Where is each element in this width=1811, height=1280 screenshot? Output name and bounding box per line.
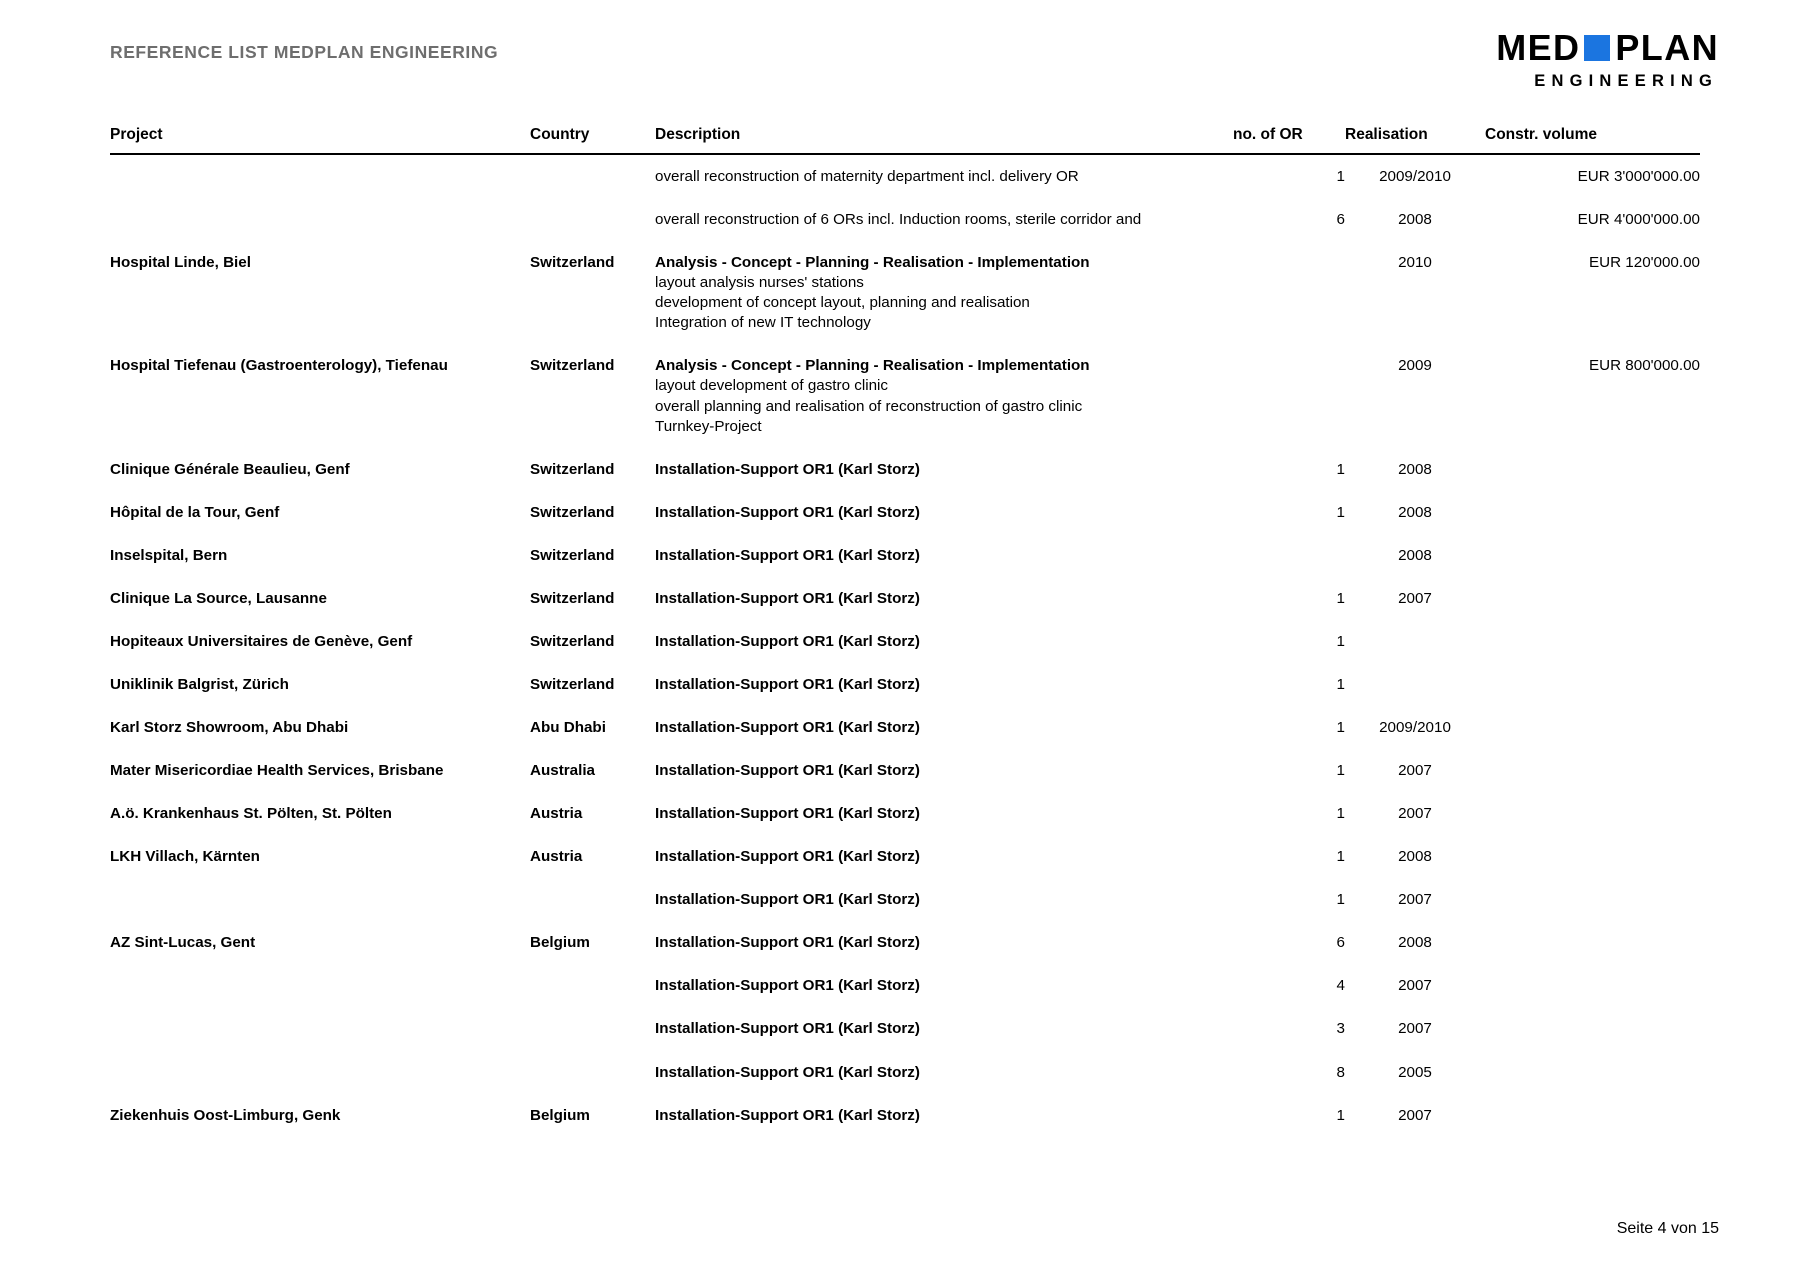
cell-realisation: 2007 <box>1398 1106 1432 1124</box>
table-row <box>110 964 1700 1007</box>
cell-constr-volume: EUR 120'000.00 <box>1589 254 1700 272</box>
cell-realisation <box>1345 663 1485 706</box>
cell-country: Australia <box>530 762 595 780</box>
cell-project <box>110 1051 530 1094</box>
cell-country <box>530 878 655 921</box>
table-row <box>110 1094 1700 1137</box>
description-title: Installation-Support OR1 (Karl Storz) <box>655 1020 920 1038</box>
table-header-row <box>110 126 1700 154</box>
cell-constr-volume <box>1485 1051 1700 1094</box>
cell-no-of-or: 1 <box>1336 1106 1345 1124</box>
cell-realisation: 2007 <box>1398 589 1432 607</box>
cell-realisation <box>1345 620 1485 663</box>
table-row <box>110 241 1700 344</box>
description-title: Installation-Support OR1 (Karl Storz) <box>655 546 920 564</box>
description-title: Installation-Support OR1 (Karl Storz) <box>655 891 920 909</box>
cell-no-of-or: 1 <box>1336 632 1345 650</box>
cell-constr-volume <box>1485 878 1700 921</box>
cell-constr-volume <box>1485 706 1700 749</box>
cell-description <box>655 1094 1233 1137</box>
cell-country <box>530 154 655 198</box>
cell-description <box>655 620 1233 663</box>
cell-project <box>110 1007 530 1050</box>
table-row <box>110 921 1700 964</box>
cell-no-of-or: 1 <box>1336 762 1345 780</box>
table-row <box>110 835 1700 878</box>
description-title: Installation-Support OR1 (Karl Storz) <box>655 719 920 736</box>
description-line: overall planning and realisation of reconstruction of gastro clinic <box>655 397 1083 415</box>
table-row <box>110 448 1700 491</box>
cell-no-of-or: 6 <box>1336 211 1345 229</box>
cell-country: Switzerland <box>530 632 615 650</box>
cell-project: Ziekenhuis Oost-Limburg, Genk <box>110 1106 341 1124</box>
cell-realisation: 2009/2010 <box>1379 168 1451 185</box>
cell-realisation: 2008 <box>1398 211 1432 229</box>
cell-country: Switzerland <box>530 675 615 693</box>
cell-no-of-or: 4 <box>1336 977 1345 995</box>
table-row <box>110 1007 1700 1050</box>
logo-subtitle: ENGINEERING <box>1534 72 1718 90</box>
cell-realisation: 2007 <box>1398 891 1432 909</box>
cell-country: Switzerland <box>530 503 615 521</box>
description-title: Installation-Support OR1 (Karl Storz) <box>655 934 920 952</box>
cell-project: Clinique Générale Beaulieu, Genf <box>110 460 350 478</box>
cell-country <box>530 1051 655 1094</box>
cell-description <box>655 154 1233 198</box>
cell-country <box>530 1007 655 1050</box>
cell-country: Switzerland <box>530 254 615 272</box>
description-line: layout development of gastro clinic <box>655 377 889 395</box>
cell-description <box>655 878 1233 921</box>
table-row <box>110 344 1700 447</box>
cell-project: Hospital Linde, Biel <box>110 254 251 272</box>
cell-project: Hopiteaux Universitaires de Genève, Genf <box>110 632 413 650</box>
cell-description <box>655 964 1233 1007</box>
medplan-logo <box>1496 27 1719 91</box>
cell-no-of-or: 1 <box>1336 891 1345 909</box>
description-title: Installation-Support OR1 (Karl Storz) <box>655 762 920 780</box>
cell-realisation: 2008 <box>1398 848 1432 866</box>
column-header-realisation: Realisation <box>1345 126 1485 154</box>
cell-no-of-or: 1 <box>1336 675 1345 693</box>
description-title: Installation-Support OR1 (Karl Storz) <box>655 848 920 866</box>
cell-description <box>655 749 1233 792</box>
cell-realisation: 2007 <box>1398 977 1432 995</box>
cell-no-of-or: 1 <box>1336 503 1345 521</box>
cell-description <box>655 241 1233 344</box>
cell-country <box>530 964 655 1007</box>
cell-realisation: 2007 <box>1398 762 1432 780</box>
cell-description <box>655 706 1233 749</box>
cell-project <box>110 198 530 241</box>
cell-project <box>110 878 530 921</box>
cell-constr-volume <box>1485 448 1700 491</box>
cell-description <box>655 534 1233 577</box>
description-title: Installation-Support OR1 (Karl Storz) <box>655 977 920 995</box>
cell-no-of-or: 1 <box>1336 848 1345 866</box>
cell-description <box>655 448 1233 491</box>
cell-realisation: 2008 <box>1398 503 1432 521</box>
cell-project: Uniklinik Balgrist, Zürich <box>110 675 289 693</box>
description-title: Installation-Support OR1 (Karl Storz) <box>655 675 920 693</box>
description-title: Installation-Support OR1 (Karl Storz) <box>655 1106 920 1124</box>
description-line: overall reconstruction of maternity department incl. delivery OR <box>655 168 1079 185</box>
cell-project: Karl Storz Showroom, Abu Dhabi <box>110 719 349 736</box>
cell-no-of-or <box>1233 344 1345 447</box>
logo-word-plan: PLAN <box>1615 27 1719 68</box>
cell-constr-volume <box>1485 1007 1700 1050</box>
cell-country: Abu Dhabi <box>530 719 606 736</box>
cell-realisation: 2008 <box>1398 934 1432 952</box>
table-row <box>110 491 1700 534</box>
logo-wordmark <box>1496 27 1719 68</box>
cell-description <box>655 792 1233 835</box>
cell-realisation: 2009 <box>1398 357 1432 375</box>
description-line: development of concept layout, planning and realisation <box>655 294 1030 312</box>
cell-country <box>530 198 655 241</box>
logo-square-icon <box>1584 35 1610 61</box>
cell-no-of-or: 8 <box>1336 1063 1345 1081</box>
cell-no-of-or: 1 <box>1336 719 1345 736</box>
description-title: Installation-Support OR1 (Karl Storz) <box>655 589 920 607</box>
cell-constr-volume: EUR 800'000.00 <box>1589 357 1700 375</box>
cell-realisation: 2005 <box>1398 1063 1432 1081</box>
cell-constr-volume <box>1485 620 1700 663</box>
cell-description <box>655 835 1233 878</box>
cell-project: LKH Villach, Kärnten <box>110 848 260 866</box>
page-title: REFERENCE LIST MEDPLAN ENGINEERING <box>110 42 499 62</box>
cell-no-of-or: 1 <box>1336 168 1345 185</box>
cell-realisation: 2008 <box>1398 546 1432 564</box>
cell-description <box>655 577 1233 620</box>
cell-constr-volume: EUR 4'000'000.00 <box>1577 211 1700 229</box>
description-line: Turnkey-Project <box>655 417 762 435</box>
cell-realisation: 2009/2010 <box>1379 719 1451 736</box>
document-header <box>0 0 1811 100</box>
cell-country: Belgium <box>530 1106 590 1124</box>
cell-description <box>655 921 1233 964</box>
cell-country: Austria <box>530 848 583 866</box>
cell-constr-volume: EUR 3'000'000.00 <box>1577 168 1700 185</box>
column-header-constr-volume: Constr. volume <box>1485 126 1700 154</box>
table-row <box>110 577 1700 620</box>
cell-project: AZ Sint-Lucas, Gent <box>110 934 256 952</box>
cell-project: Hospital Tiefenau (Gastroenterology), Tiefenau <box>110 357 448 375</box>
logo-word-med: MED <box>1496 27 1581 68</box>
cell-constr-volume <box>1485 749 1700 792</box>
description-title: Installation-Support OR1 (Karl Storz) <box>655 1063 920 1081</box>
cell-no-of-or: 1 <box>1336 589 1345 607</box>
reference-table <box>110 126 1700 1137</box>
cell-country: Switzerland <box>530 460 615 478</box>
table-row <box>110 534 1700 577</box>
cell-project: Hôpital de la Tour, Genf <box>110 503 280 521</box>
description-line: layout analysis nurses' stations <box>655 274 864 292</box>
cell-country: Belgium <box>530 934 590 952</box>
description-line: overall reconstruction of 6 ORs incl. Induction rooms, sterile corridor and <box>655 211 1142 229</box>
cell-country: Austria <box>530 805 583 823</box>
description-title: Installation-Support OR1 (Karl Storz) <box>655 805 920 823</box>
table-row <box>110 198 1700 241</box>
cell-project <box>110 964 530 1007</box>
cell-no-of-or: 3 <box>1336 1020 1345 1038</box>
description-title: Installation-Support OR1 (Karl Storz) <box>655 503 920 521</box>
cell-constr-volume <box>1485 792 1700 835</box>
cell-description <box>655 344 1233 447</box>
cell-constr-volume <box>1485 835 1700 878</box>
description-title: Installation-Support OR1 (Karl Storz) <box>655 632 920 650</box>
cell-constr-volume <box>1485 921 1700 964</box>
cell-project: A.ö. Krankenhaus St. Pölten, St. Pölten <box>110 805 392 823</box>
cell-description <box>655 1051 1233 1094</box>
table-body <box>110 154 1700 1137</box>
cell-no-of-or: 6 <box>1336 934 1345 952</box>
cell-constr-volume <box>1485 577 1700 620</box>
cell-no-of-or <box>1233 534 1345 577</box>
reference-table-wrapper <box>110 126 1700 1137</box>
column-header-country: Country <box>530 126 655 154</box>
cell-constr-volume <box>1485 1094 1700 1137</box>
description-title: Installation-Support OR1 (Karl Storz) <box>655 460 920 478</box>
cell-country: Switzerland <box>530 357 615 375</box>
table-row <box>110 749 1700 792</box>
cell-description <box>655 1007 1233 1050</box>
cell-constr-volume <box>1485 491 1700 534</box>
cell-description <box>655 198 1233 241</box>
table-row <box>110 792 1700 835</box>
cell-realisation: 2007 <box>1398 1020 1432 1038</box>
table-row <box>110 706 1700 749</box>
cell-realisation: 2007 <box>1398 805 1432 823</box>
table-row <box>110 620 1700 663</box>
column-header-project: Project <box>110 126 530 154</box>
description-line: Integration of new IT technology <box>655 314 871 332</box>
description-title: Analysis - Concept - Planning - Realisation - Implementation <box>655 254 1090 272</box>
table-row <box>110 1051 1700 1094</box>
cell-description <box>655 491 1233 534</box>
cell-no-of-or: 1 <box>1336 805 1345 823</box>
cell-constr-volume <box>1485 663 1700 706</box>
column-header-description: Description <box>655 126 1233 154</box>
cell-country: Switzerland <box>530 589 615 607</box>
cell-project: Mater Misericordiae Health Services, Brisbane <box>110 762 444 780</box>
description-title: Analysis - Concept - Planning - Realisation - Implementation <box>655 357 1090 375</box>
table-row <box>110 878 1700 921</box>
page-footer: Seite 4 von 15 <box>1616 1220 1719 1237</box>
table-row <box>110 663 1700 706</box>
table-row <box>110 154 1700 198</box>
cell-project: Clinique La Source, Lausanne <box>110 589 327 607</box>
cell-no-of-or <box>1233 241 1345 344</box>
cell-realisation: 2010 <box>1398 254 1432 272</box>
cell-no-of-or: 1 <box>1336 460 1345 478</box>
cell-country: Switzerland <box>530 546 615 564</box>
cell-realisation: 2008 <box>1398 460 1432 478</box>
cell-constr-volume <box>1485 534 1700 577</box>
cell-project <box>110 154 530 198</box>
cell-project: Inselspital, Bern <box>110 546 228 564</box>
column-header-no-of-or: no. of OR <box>1233 126 1345 154</box>
cell-constr-volume <box>1485 964 1700 1007</box>
cell-description <box>655 663 1233 706</box>
